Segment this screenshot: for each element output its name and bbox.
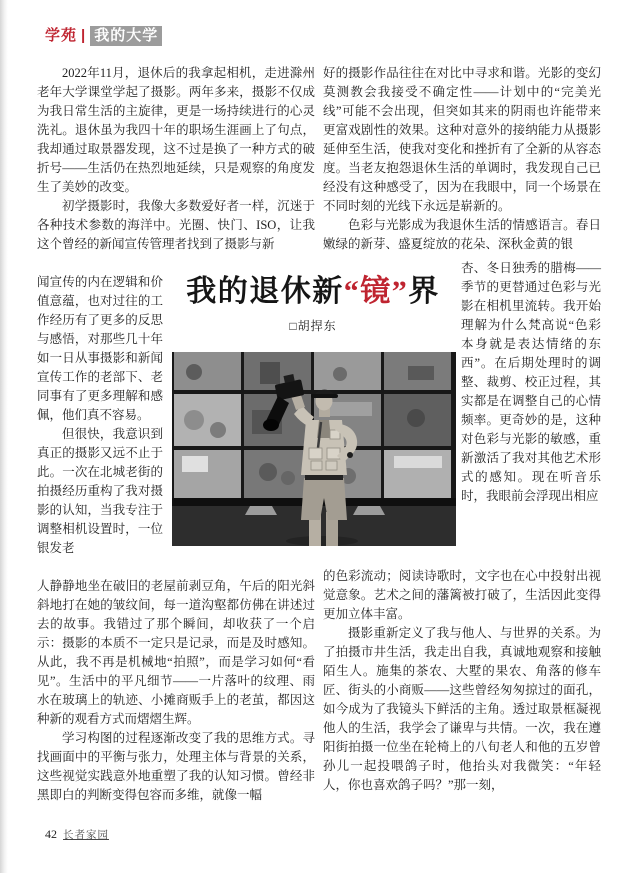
- title-text: 我的退休新: [186, 275, 344, 308]
- paragraph: 杏、冬日独秀的腊梅——季节的更替通过色彩与光影在相机里流转。我开始理解为什么梵高说“色彩本身就是表达情绪的东西”。在后期处理时的调整、裁剪、校正过程，其实都是在调整自己的心情频率。更奇妙的是，这种对色彩与光影的敏感，重新激活了我对其他艺术形式的感知。现在听音乐时，我眼前会浮现出相应: [461, 261, 601, 503]
- paragraph: 的色彩流动；阅读诗歌时，文字也在心中投射出视觉意象。艺术之间的藩篱被打破了，生活因此变得更加立体丰富。: [323, 569, 601, 621]
- left-column-block-2: [37, 273, 163, 558]
- paragraph: 初学摄影时，我像大多数爱好者一样，沉迷于各种技术参数的海洋中。光圈、快门、ISO，让我这个曾经的新闻宣传管理者找到了摄影与新: [37, 199, 315, 251]
- wristwatch: [347, 452, 353, 458]
- section-name: 学苑: [45, 27, 78, 44]
- right-column-block-3: [323, 567, 601, 795]
- page-footer: [45, 827, 109, 842]
- paragraph: 好的摄影作品往往在对比中寻求和谐。光影的变幻莫测教会我接受不确定性——计划中的“完美光线”可能不会出现，但突如其来的阴雨也许能带来更富戏剧性的效果。这种对意外的接纳能力从摄影延伸至生活，使我对变化和挫折有了全新的从容态度。当老友抱怨退休生活的单调时，我发现自己已经没有这种感受了，因为在我眼中，同一个场景在不同时刻的光线下永远是崭新的。: [323, 66, 601, 213]
- paragraph: 闻宣传的内在逻辑和价值意蕴，也对过往的工作经历有了更多的反思与感悟，对那些几十年如一日从事摄影和新闻宣传工作的老部下、老同事有了更多理解和感佩，他们真不容易。: [37, 275, 163, 422]
- photo-illustration: [172, 352, 456, 546]
- title-text-end: 界: [408, 275, 440, 308]
- subsection-chip: 我的大学: [90, 26, 162, 46]
- right-column-block-2: [461, 259, 601, 506]
- page-number: 42: [45, 827, 57, 841]
- page-edge-shadow: [0, 0, 8, 873]
- header-separator: |: [81, 27, 87, 44]
- paragraph: 人静静地坐在破旧的老屋前剥豆角，午后的阳光斜斜地打在她的皱纹间，每一道沟壑都仿佛在讲述过去的故事。我错过了那个瞬间，却收获了一个启示：摄影的本质不一定只是记录，而是及时感知。从此，我不再是机械地“拍照”，而是学习如何“看见”。生活中的平凡细节——一片落叶的纹理、雨水在玻璃上的轨迹、小摊商贩手上的老茧，都因这种新的观看方式而熠熠生辉。: [37, 579, 315, 726]
- article-photo: [172, 352, 456, 546]
- left-column-block-3: [37, 577, 315, 805]
- paragraph: 色彩与光影成为我退休生活的情感语言。春日嫩绿的新芽、盛夏绽放的花朵、深秋金黄的银: [323, 218, 601, 251]
- title-highlight: “镜”: [343, 275, 409, 308]
- right-column-block-1: [323, 64, 601, 254]
- paragraph: 但很快，我意识到真正的摄影又远不止于此。一次在北城老街的拍摄经历重构了我对摄影的认知，当我专注于调整相机设置时，一位银发老: [37, 427, 163, 555]
- article-title-block: [166, 274, 460, 334]
- paragraph: 学习构图的过程逐渐改变了我的思维方式。寻找画面中的平衡与张力，处理主体与背景的关系，这些视觉实践意外地重塑了我的认知习惯。曾经非黑即白的判断变得包容而多维，就像一幅: [37, 731, 315, 802]
- article-title: [166, 274, 460, 310]
- left-column-block-1: [37, 64, 315, 254]
- article-author: □胡捍东: [289, 319, 337, 333]
- paragraph: 摄影重新定义了我与他人、与世界的关系。为了拍摄市井生活，我走出自我，真诚地观察和接触陌生人。施集的茶农、大墅的果农、角落的修车匠、街头的小商贩——这些曾经匆匆掠过的面孔，如今成为了我镜头下鲜活的主角。透过取景框凝视他人的生活，我学会了谦卑与共情。一次，我在遵阳街拍摄一位坐在轮椅上的八旬老人和他的五岁曾孙儿一起投喂鸽子时，他抬头对我微笑：“年轻人，你也喜欢鸽子吗？”那一刻，: [323, 626, 601, 792]
- section-header: [45, 24, 162, 45]
- paragraph: 2022年11月，退休后的我拿起相机，走进滁州老年大学课堂学起了摄影。两年多来，摄影不仅成为我日常生活的主旋律，更是一场持续进行的心灵洗礼。退休虽为我四十年的职场生涯画上了句点，我却通过取景器发现，这不过是换了一种方式的破折号——生活仍在热烈地延续，只是观察的角度发生了美妙的改变。: [37, 66, 315, 194]
- magazine-name: 长者家园: [63, 830, 109, 841]
